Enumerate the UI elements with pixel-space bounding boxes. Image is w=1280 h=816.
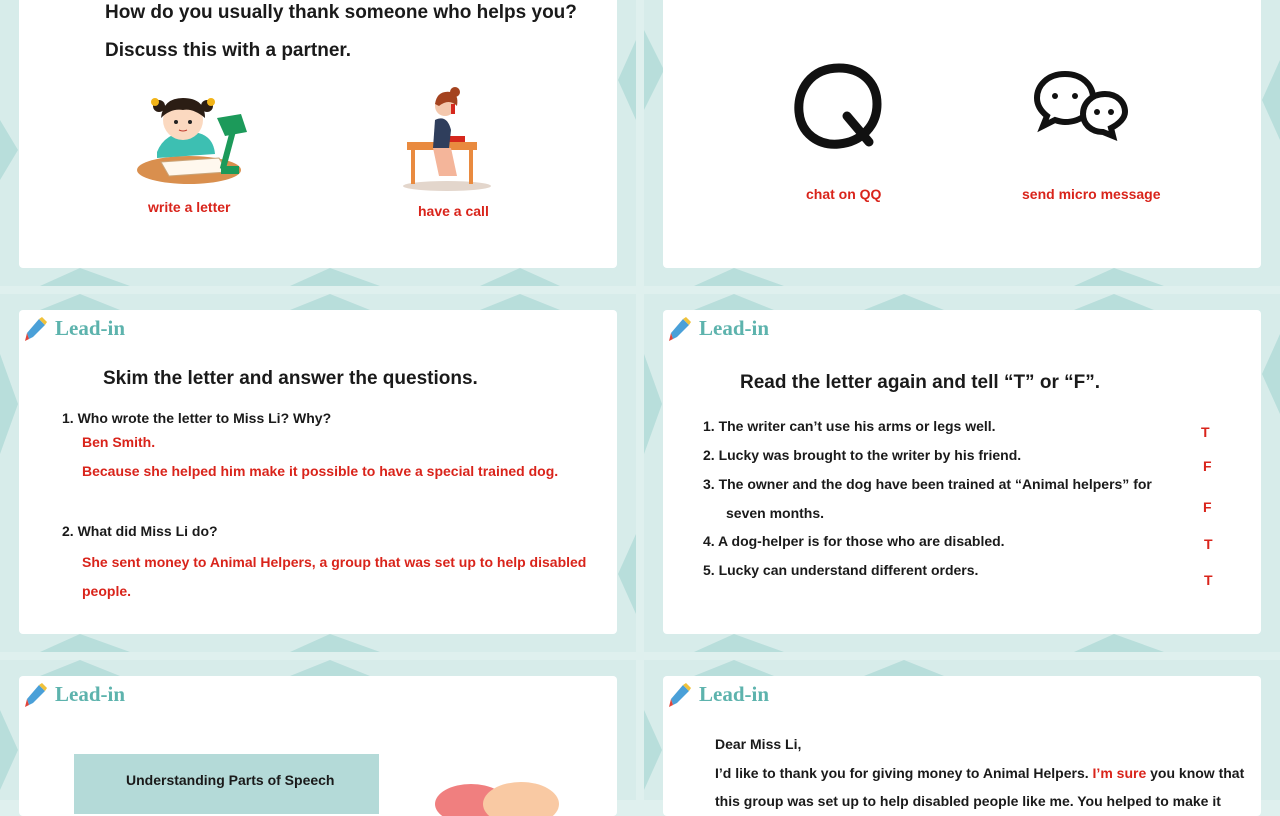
statement-5: 5. Lucky can understand different orders. [703,562,979,578]
pencil-icon [25,317,47,341]
section-header [669,682,769,707]
statement-3-cont: seven months. [726,505,825,521]
answer-2-line-2: people. [82,583,132,599]
letter-greeting: Dear Miss Li, [715,736,802,752]
answer-5: T [1204,572,1213,588]
qq-logo-icon [791,62,887,152]
slide-card [19,0,617,268]
section-header [25,682,125,707]
section-title: Lead-in [699,682,770,706]
letter-highlight: I’m sure [1092,765,1147,781]
slide-thumbnail-1[interactable] [0,0,636,286]
question-2: 2. What did Miss Li do? [62,523,218,539]
answer-1-line-1: Ben Smith. [82,434,156,450]
section-header [25,316,125,341]
statement-4: 4. A dog-helper is for those who are disabled. [703,533,1005,549]
slide-card [19,310,617,634]
slide-card [663,0,1261,268]
woman-phone-icon [399,84,495,194]
statement-2: 2. Lucky was brought to the writer by his friend. [703,447,1022,463]
slide-thumbnail-2[interactable] [644,0,1280,286]
slide-card [663,310,1261,634]
girl-writing-icon [135,92,251,188]
letter-line-2: this group was set up to help disabled people like me. You helped to make it [715,793,1221,809]
slide-thumbnail-4[interactable] [644,294,1280,652]
section-header [669,316,769,341]
answer-4: T [1204,536,1213,552]
statement-1: 1. The writer can’t use his arms or legs well. [703,418,996,434]
letter-line-1-start: I’d like to thank you for giving money to Animal Helpers. [715,765,1093,781]
slide-thumbnail-5[interactable] [0,660,636,800]
statement-3: 3. The owner and the dog have been trained at “Animal helpers” for [703,476,1152,492]
answer-3: F [1203,499,1212,515]
slide-card [19,676,617,816]
decorative-shapes [431,780,561,800]
letter-line-1 [715,765,1244,781]
section-title: Lead-in [699,316,770,340]
caption-have-a-call: have a call [418,203,489,219]
answer-1: T [1201,424,1210,440]
slide-card [663,676,1261,816]
answer-2-line-1: She sent money to Animal Helpers, a group that was set up to help disabled [82,554,587,570]
pencil-icon [669,317,691,341]
caption-chat-on-qq: chat on QQ [806,186,882,202]
slide-title: Read the letter again and tell “T” or “F”. [740,372,1100,393]
question-1: 1. Who wrote the letter to Miss Li? Why? [62,410,332,426]
answer-2: F [1203,458,1212,474]
section-title: Lead-in [55,316,126,340]
pencil-icon [669,683,691,707]
section-title: Lead-in [55,682,126,706]
caption-write-a-letter: write a letter [148,199,231,215]
caption-send-micro-message: send micro message [1022,186,1161,202]
slide-thumbnail-3[interactable] [0,294,636,652]
box-title: Understanding Parts of Speech [126,772,335,788]
pencil-icon [25,683,47,707]
slide-thumbnail-6[interactable] [644,660,1280,809]
slide-question: How do you usually thank someone who helps you? [105,2,577,23]
answer-1-line-2: Because she helped him make it possible to have a special trained dog. [82,463,559,479]
letter-line-1-end: you know that [1146,765,1245,781]
slide-instruction: Discuss this with a partner. [105,40,352,61]
wechat-logo-icon [1033,68,1133,140]
slide-title: Skim the letter and answer the questions. [103,368,478,389]
